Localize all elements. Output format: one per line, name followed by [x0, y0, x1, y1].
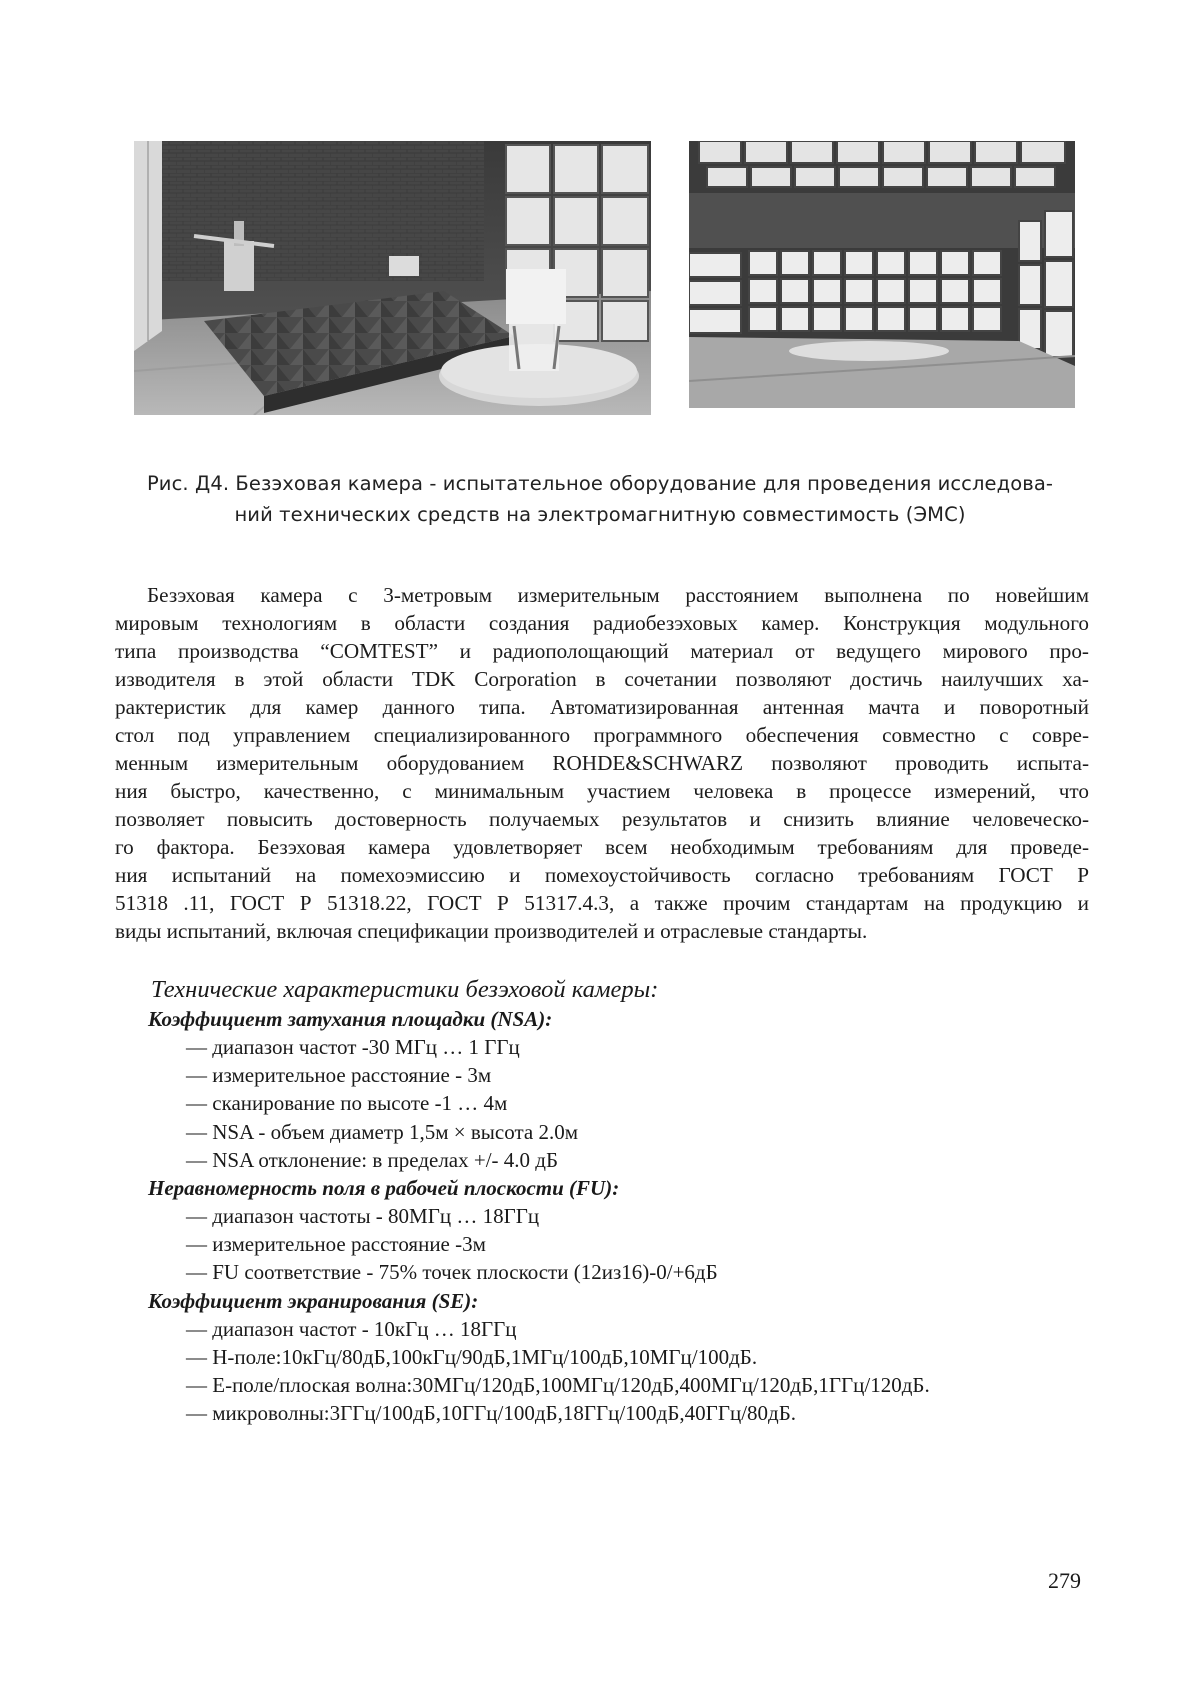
chamber-photo-left [134, 141, 651, 415]
spec-item: — H-поле:10кГц/80дБ,100кГц/90дБ,1МГц/100дБ,10МГц/100дБ. [186, 1344, 758, 1369]
chamber-photo-right [689, 141, 1075, 408]
spec-heading: Коэффициент затухания площадки (NSA): [148, 1007, 553, 1031]
spec-section-nsa [148, 1005, 1088, 1174]
body-line: позволяет повысить достоверность получаемых результатов и снизить влияние человеческо- [115, 807, 1089, 831]
chamber-photo-right-graphic [689, 141, 1075, 408]
body-line: стол под управлением специализированного программного обеспечения совместно с совре- [115, 723, 1089, 747]
spec-item: — измерительное расстояние - 3м [186, 1063, 492, 1088]
spec-item: — измерительное расстояние -3м [186, 1232, 486, 1257]
spec-item: — NSA отклонение: в пределах +/- 4.0 дБ [186, 1147, 559, 1172]
figure-caption-line: ний технических средств на электромагнитную совместимость (ЭМС) [234, 503, 966, 526]
spec-heading: Неравномерность поля в рабочей плоскости (FU): [148, 1176, 620, 1201]
spec-item: — диапазон частот - 10кГц … 18ГГц [186, 1316, 517, 1341]
body-line: виды испытаний, включая спецификации производителей и отраслевые стандарты. [115, 919, 868, 943]
body-line: мировым технологиям в области создания радиобезэховых камер. Конструкция модульного [115, 611, 1089, 635]
figure-caption [120, 468, 1080, 530]
spec-section-fu [148, 1174, 1088, 1287]
chamber-photo-left-graphic [134, 141, 651, 415]
spec-heading: Коэффициент экранирования (SE): [148, 1288, 479, 1313]
body-paragraph [115, 581, 1089, 945]
body-line: ния испытаний на помехоэмиссию и помехоустойчивость согласно требованиям ГОСТ Р [115, 863, 1089, 887]
body-line: рактеристик для камер данного типа. Автоматизированная антенная мачта и поворотный [115, 695, 1089, 719]
spec-item: — сканирование по высоте -1 … 4м [186, 1091, 508, 1116]
spec-item: — диапазон частот -30 МГц … 1 ГГц [186, 1035, 520, 1059]
body-line: Безэховая камера с 3-метровым измерительным расстоянием выполнена по новейшим [147, 583, 1089, 607]
body-line: ния быстро, качественно, с минимальным участием человека в процессе измерений, что [115, 779, 1089, 803]
spec-item: — FU соответствие - 75% точек плоскости (12из16)-0/+6дБ [186, 1260, 718, 1285]
body-line: типа производства “COMTEST” и радиополощающий материал от ведущего мирового про- [115, 639, 1089, 663]
body-line: менным измерительным оборудованием ROHDE&SCHWARZ позволяют проводить испыта- [115, 751, 1089, 775]
spec-item: — NSA - объем диаметр 1,5м × высота 2.0м [186, 1119, 579, 1144]
spec-item: — микроволны:3ГГц/100дБ,10ГГц/100дБ,18ГГц/100дБ,40ГГц/80дБ. [186, 1401, 797, 1426]
body-line: изводителя в этой области TDK Corporation в сочетании позволяют достичь наилучших ха- [115, 667, 1089, 691]
specs-title: Технические характеристики безэховой камеры: [151, 976, 659, 1003]
page-number: 279 [1048, 1568, 1081, 1593]
spec-item: — E-поле/плоская волна:30МГц/120дБ,100МГц/120дБ,400МГц/120дБ,1ГГц/120дБ. [186, 1373, 930, 1398]
body-line: 51318 .11, ГОСТ Р 51318.22, ГОСТ Р 51317.4.3, а также прочим стандартам на продукцию и [115, 891, 1089, 915]
figure-caption-line: Рис. Д4. Безэховая камера - испытательное оборудование для проведения исследова- [146, 472, 1054, 495]
specs-block [148, 975, 1088, 1427]
body-line: го фактора. Безэховая камера удовлетворяет всем необходимым требованиям для проведе- [115, 835, 1089, 859]
spec-section-se [148, 1287, 1088, 1428]
spec-item: — диапазон частоты - 80МГц … 18ГГц [186, 1204, 540, 1229]
